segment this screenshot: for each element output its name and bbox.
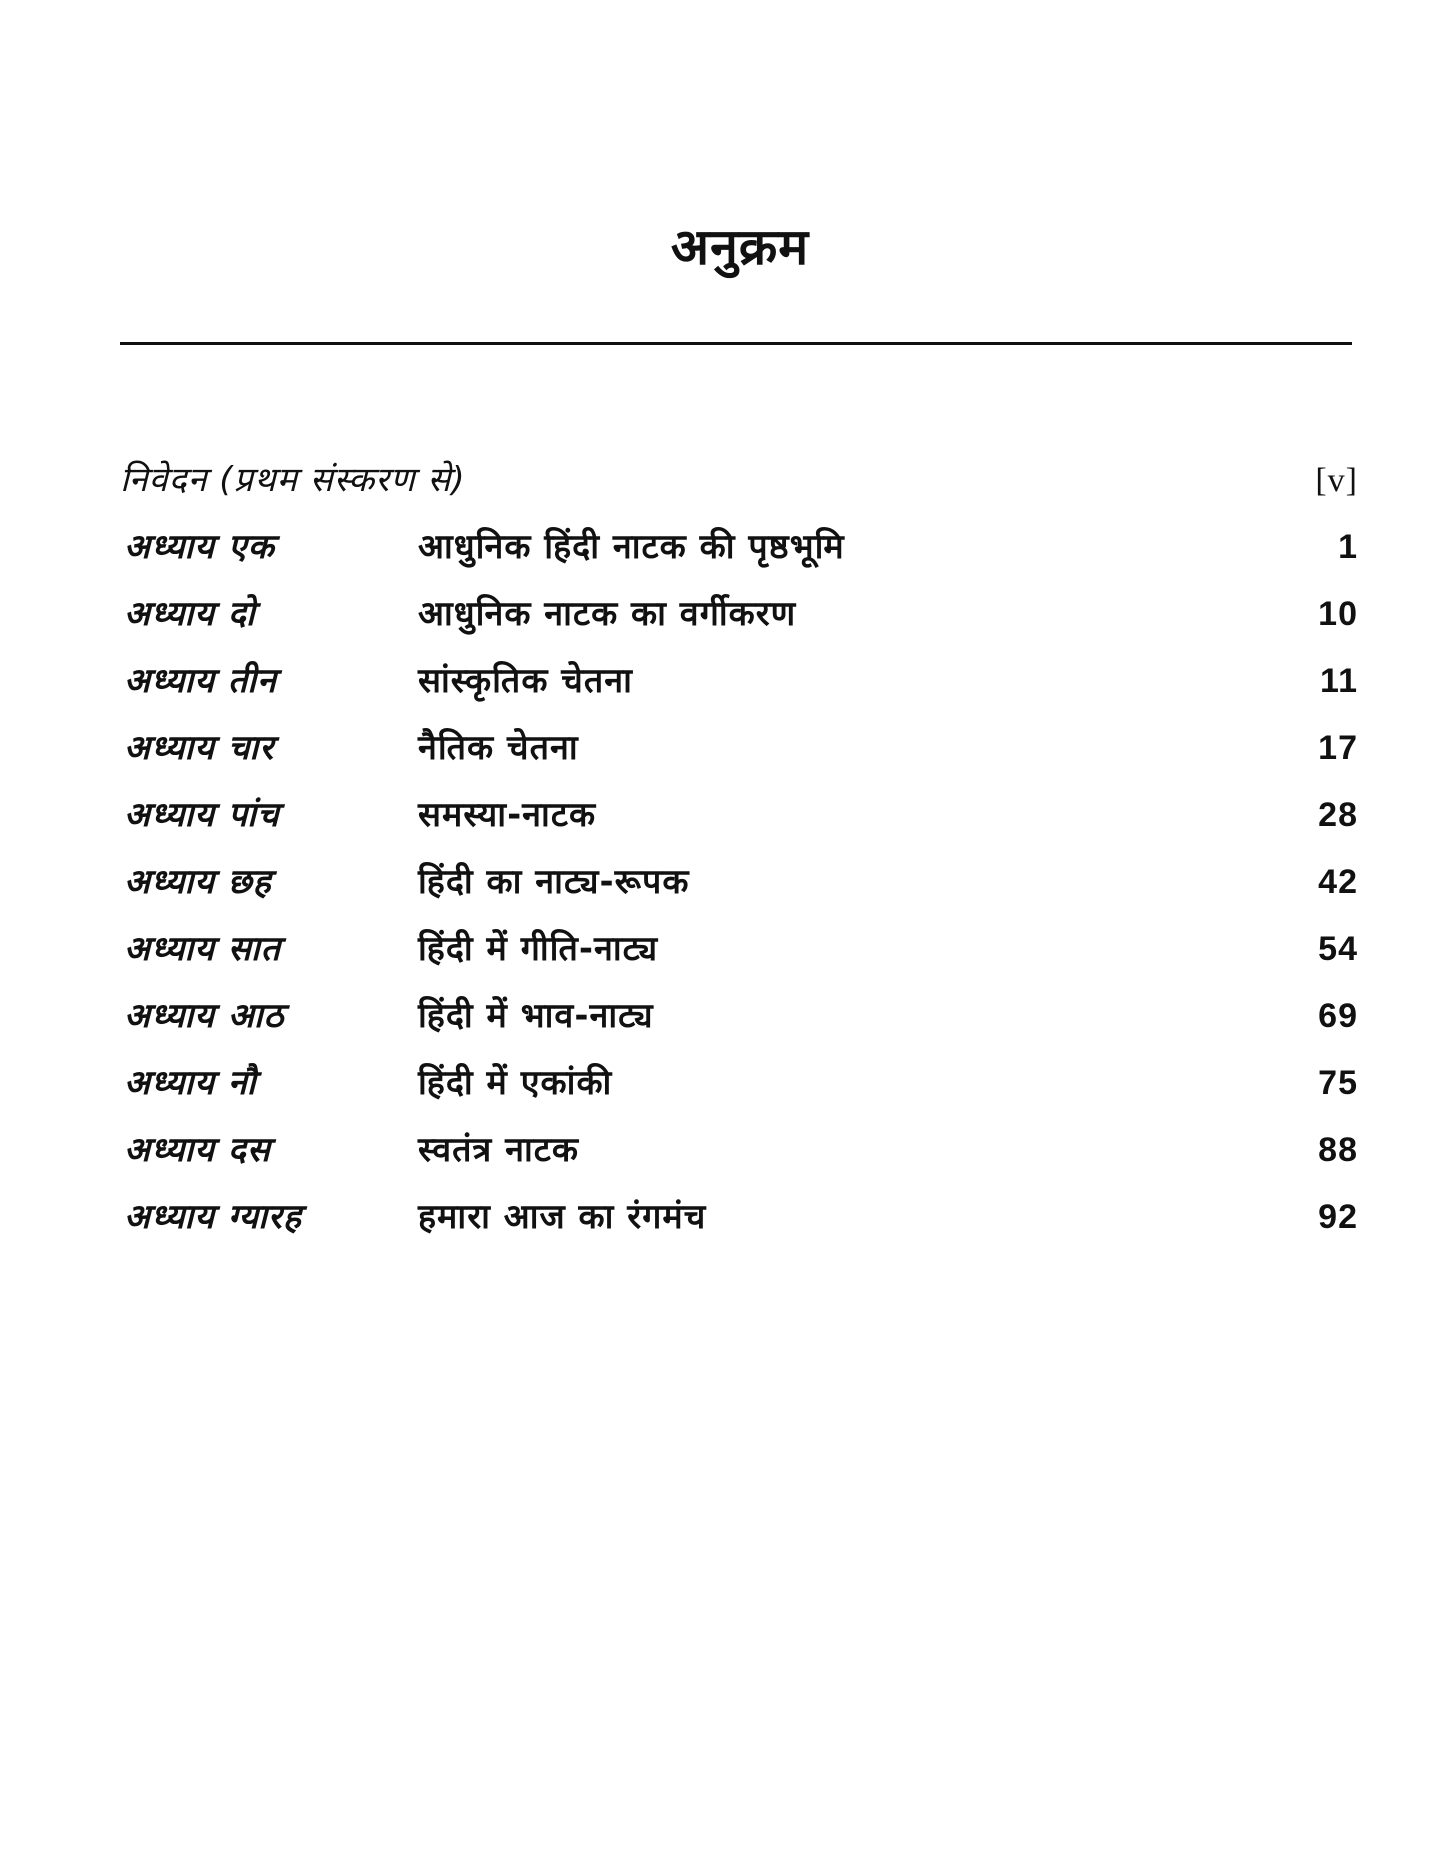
page-number: 1 [1338,528,1358,566]
chapter-label: अध्याय तीन [124,661,277,701]
chapter-label: अध्याय पांच [124,795,280,835]
chapter-label: अध्याय सात [124,929,282,969]
chapter-title: हिंदी में भाव-नाट्य [418,996,654,1036]
page-number: 28 [1318,796,1358,834]
chapter-label: अध्याय एक [124,527,275,567]
page-number: 42 [1318,863,1358,901]
toc-row [120,849,1358,916]
page-number: 17 [1318,729,1358,767]
chapter-label: अध्याय छह [124,862,272,902]
page-title: अनुक्रम [670,218,810,276]
table-of-contents [120,447,1358,1251]
chapter-title: नैतिक चेतना [418,728,579,768]
toc-row [120,1050,1358,1117]
chapter-label: अध्याय नौ [124,1063,257,1103]
page-number: 10 [1318,595,1358,633]
toc-row [120,715,1358,782]
page-number: 11 [1320,662,1358,700]
chapter-title: हिंदी में गीति-नाट्य [418,929,659,969]
chapter-title: आधुनिक हिंदी नाटक की पृष्ठभूमि [418,527,845,567]
toc-row [120,983,1358,1050]
page-number: 92 [1318,1198,1358,1236]
preface-label: निवेदन (प्रथम संस्करण से) [120,460,466,500]
page-number: 75 [1318,1064,1358,1102]
toc-row [120,514,1358,581]
page-number: 54 [1318,930,1358,968]
toc-row [120,648,1358,715]
chapter-label: अध्याय दस [124,1130,271,1170]
chapter-title: समस्या-नाटक [418,795,597,835]
toc-row-preface [120,447,1358,514]
chapter-title: हमारा आज का रंगमंच [418,1197,707,1237]
chapter-label: अध्याय ग्यारह [124,1197,302,1237]
chapter-title: हिंदी का नाट्य-रूपक [418,862,690,902]
chapter-label: अध्याय चार [124,728,275,768]
toc-row [120,1117,1358,1184]
page-number: 69 [1318,997,1358,1035]
toc-row [120,782,1358,849]
chapter-title: हिंदी में एकांकी [418,1063,613,1103]
toc-row [120,581,1358,648]
chapter-label: अध्याय आठ [124,996,285,1036]
toc-row [120,916,1358,983]
title-divider [120,342,1352,345]
preface-page-number: [v] [1315,462,1358,499]
chapter-label: अध्याय दो [124,594,256,634]
page-number: 88 [1318,1131,1358,1169]
chapter-title: सांस्कृतिक चेतना [418,661,633,701]
toc-row [120,1184,1358,1251]
chapter-title: स्वतंत्र नाटक [418,1130,580,1170]
chapter-title: आधुनिक नाटक का वर्गीकरण [418,594,797,634]
